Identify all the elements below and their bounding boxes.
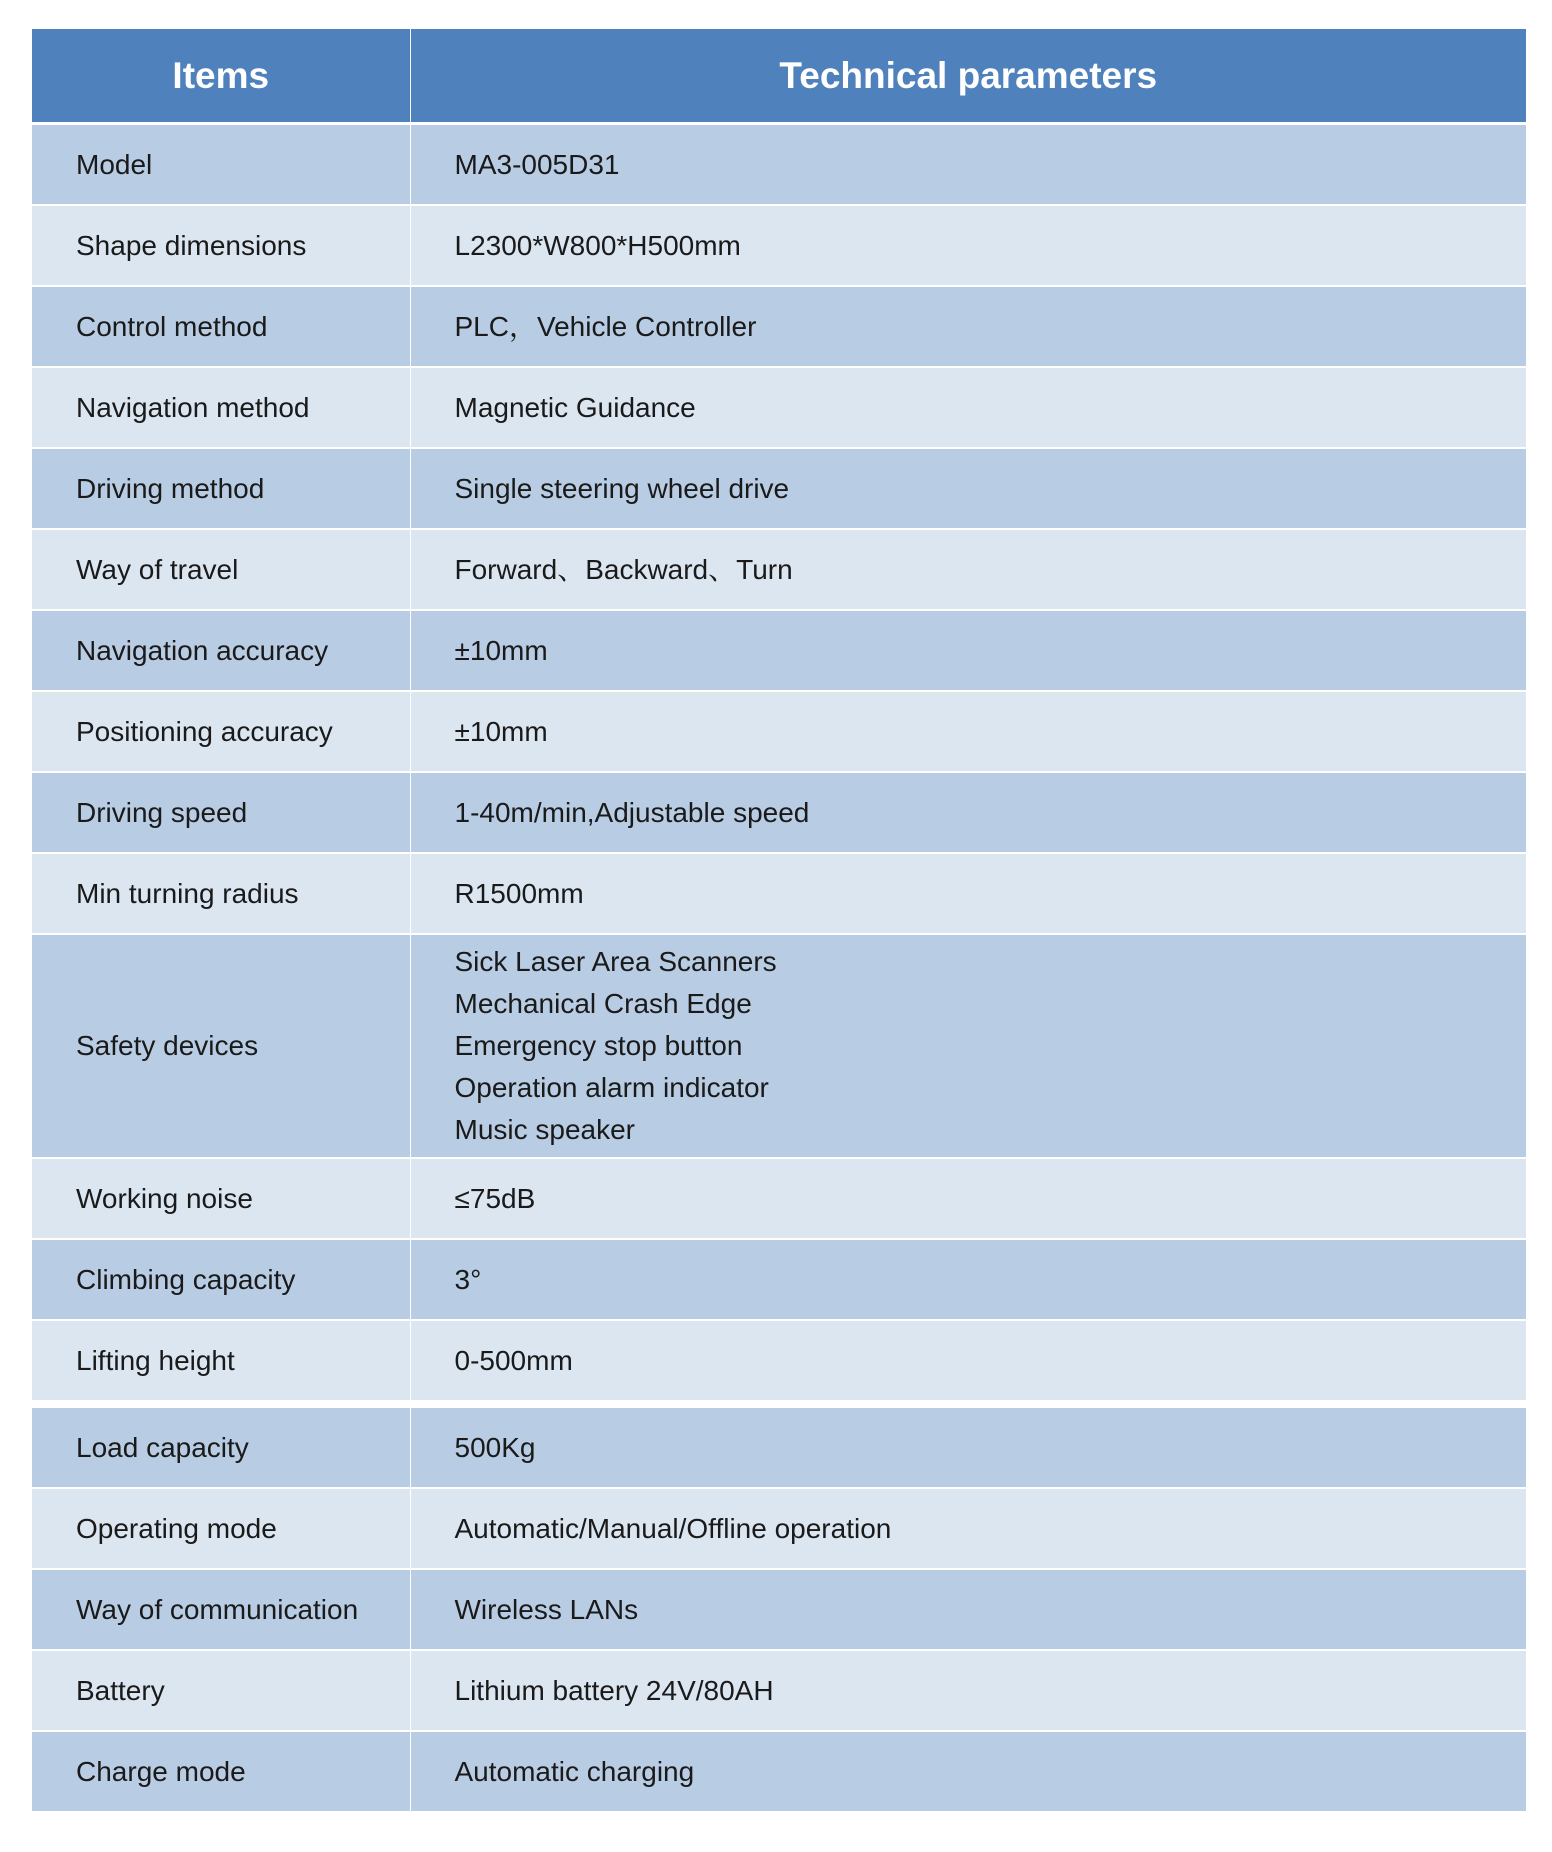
item-cell: Model xyxy=(32,124,410,206)
header-row xyxy=(32,29,1526,124)
table-row xyxy=(32,286,1526,367)
table-row xyxy=(32,1731,1526,1812)
table-row xyxy=(32,1650,1526,1731)
parameter-cell xyxy=(410,1731,1526,1812)
parameter-line: 0-500mm xyxy=(454,1344,573,1376)
item-cell: Positioning accuracy xyxy=(32,691,410,772)
parameter-line: Automatic/Manual/Offline operation xyxy=(454,1512,892,1544)
parameter-cell xyxy=(410,124,1526,206)
parameter-line: Automatic charging xyxy=(454,1755,695,1787)
parameter-line: Single steering wheel drive xyxy=(454,472,790,504)
item-cell: Driving method xyxy=(32,448,410,529)
table-row xyxy=(32,529,1526,610)
parameter-cell xyxy=(410,1320,1526,1404)
table-row xyxy=(32,1158,1526,1239)
table-row xyxy=(32,1488,1526,1569)
parameter-cell xyxy=(410,286,1526,367)
table-body xyxy=(32,124,1526,1813)
item-cell: Working noise xyxy=(32,1158,410,1239)
parameter-cell xyxy=(410,772,1526,853)
parameter-cell xyxy=(410,1239,1526,1320)
parameter-line: Lithium battery 24V/80AH xyxy=(454,1674,774,1706)
table-row xyxy=(32,610,1526,691)
table-row xyxy=(32,1239,1526,1320)
table-row xyxy=(32,124,1526,206)
table-row xyxy=(32,853,1526,934)
parameter-cell xyxy=(410,205,1526,286)
parameter-line: Emergency stop button xyxy=(454,1030,743,1061)
spec-table-container xyxy=(32,29,1526,1813)
parameter-cell xyxy=(410,1569,1526,1650)
table-row xyxy=(32,934,1526,1158)
item-cell: Navigation method xyxy=(32,367,410,448)
item-cell: Climbing capacity xyxy=(32,1239,410,1320)
parameter-cell xyxy=(410,610,1526,691)
parameter-line: ≤75dB xyxy=(454,1182,536,1214)
parameter-cell xyxy=(410,448,1526,529)
parameter-line: PLC，Vehicle Controller xyxy=(454,310,757,342)
item-cell: Lifting height xyxy=(32,1320,410,1404)
parameter-line: Magnetic Guidance xyxy=(454,391,696,423)
table-row xyxy=(32,448,1526,529)
parameter-line: ±10mm xyxy=(454,715,548,747)
parameter-line: Forward、Backward、Turn xyxy=(454,553,793,585)
item-cell: Way of communication xyxy=(32,1569,410,1650)
item-cell: Load capacity xyxy=(32,1404,410,1488)
parameter-cell xyxy=(410,1650,1526,1731)
table-row xyxy=(32,367,1526,448)
item-cell: Driving speed xyxy=(32,772,410,853)
parameter-cell xyxy=(410,1488,1526,1569)
parameter-line: L2300*W800*H500mm xyxy=(454,229,741,261)
parameter-line: Operation alarm indicator xyxy=(454,1072,769,1103)
header-technical-parameters: Technical parameters xyxy=(410,29,1526,124)
parameter-cell xyxy=(410,1158,1526,1239)
table-row xyxy=(32,1569,1526,1650)
item-cell: Min turning radius xyxy=(32,853,410,934)
item-cell: Safety devices xyxy=(32,934,410,1158)
parameter-line: 1-40m/min,Adjustable speed xyxy=(454,796,810,828)
header-items: Items xyxy=(32,29,410,124)
item-cell: Battery xyxy=(32,1650,410,1731)
parameter-line: Wireless LANs xyxy=(454,1593,639,1625)
item-cell: Charge mode xyxy=(32,1731,410,1812)
parameter-cell xyxy=(410,691,1526,772)
item-cell: Way of travel xyxy=(32,529,410,610)
parameter-line: ±10mm xyxy=(454,634,548,666)
parameter-line: R1500mm xyxy=(454,877,584,909)
parameter-cell xyxy=(410,853,1526,934)
parameter-line: Sick Laser Area Scanners xyxy=(454,946,777,977)
item-cell: Control method xyxy=(32,286,410,367)
parameter-line: 500Kg xyxy=(454,1431,536,1463)
item-cell: Navigation accuracy xyxy=(32,610,410,691)
parameter-cell xyxy=(410,367,1526,448)
table-row xyxy=(32,772,1526,853)
parameter-line: 3° xyxy=(454,1263,482,1295)
table-row xyxy=(32,691,1526,772)
parameter-line: MA3-005D31 xyxy=(454,148,620,180)
parameter-line: Mechanical Crash Edge xyxy=(454,988,752,1019)
table-row xyxy=(32,205,1526,286)
item-cell: Shape dimensions xyxy=(32,205,410,286)
table-row xyxy=(32,1404,1526,1488)
parameter-cell xyxy=(410,934,1526,1158)
item-cell: Operating mode xyxy=(32,1488,410,1569)
table-row xyxy=(32,1320,1526,1404)
parameter-cell xyxy=(410,529,1526,610)
parameter-cell xyxy=(410,1404,1526,1488)
parameter-line: Music speaker xyxy=(454,1114,636,1145)
spec-table xyxy=(32,29,1526,1813)
